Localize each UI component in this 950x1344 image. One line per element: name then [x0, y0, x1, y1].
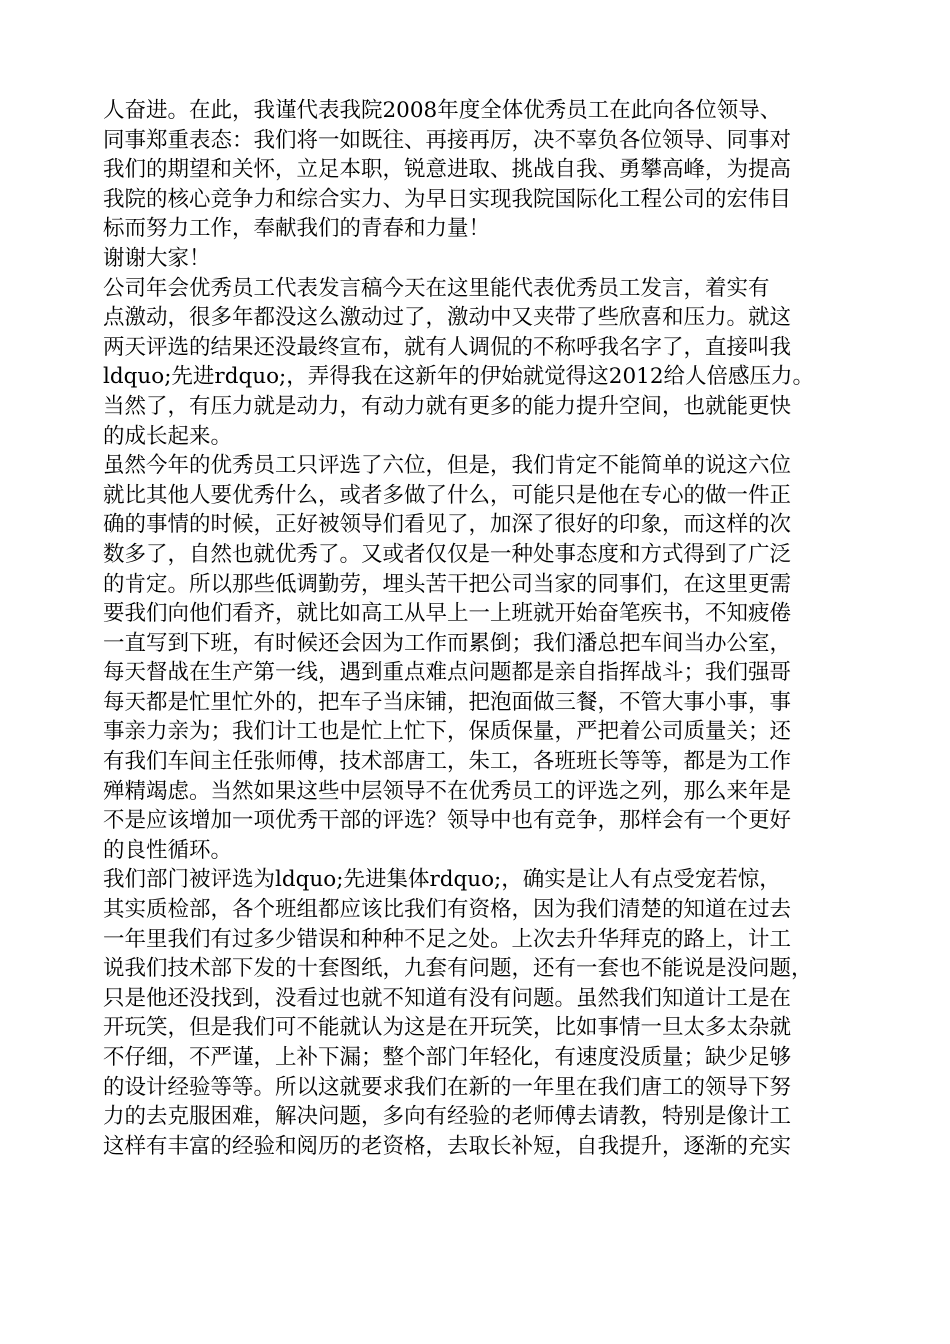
text-line: 的良性循环。	[103, 837, 233, 863]
document-body	[103, 96, 863, 1161]
text-line: 力的去克服困难，解决问题，多向有经验的老师傅去请教，特别是像计工	[103, 1104, 792, 1130]
text-line: 两天评选的结果还没最终宣布，就有人调侃的不称呼我名字了，直接叫我	[103, 334, 792, 360]
text-line: 每天督战在生产第一线，遇到重点难点问题都是亲自指挥战斗；我们强哥	[103, 660, 792, 686]
text-line: 点激动，很多年都没这么激动过了，激动中又夹带了些欣喜和压力。就这	[103, 305, 792, 331]
text-line: 谢谢大家！	[103, 245, 211, 271]
text-line: 公司年会优秀员工代表发言稿今天在这里能代表优秀员工发言，着实有	[103, 275, 770, 301]
text-line: 开玩笑，但是我们可不能就认为这是在开玩笑，比如事情一旦太多太杂就	[103, 1015, 792, 1041]
text-line: 一年里我们有过多少错误和种种不足之处。上次去升华拜克的路上，计工	[103, 926, 792, 952]
text-line: 说我们技术部下发的十套图纸，九套有问题，还有一套也不能说是没问题，	[103, 956, 813, 982]
text-line: 的肯定。所以那些低调勤劳，埋头苦干把公司当家的同事们，在这里更需	[103, 571, 792, 597]
text-line: 数多了，自然也就优秀了。又或者仅仅是一种处事态度和方式得到了广泛	[103, 541, 792, 567]
text-line: 有我们车间主任张师傅，技术部唐工，朱工，各班班长等等，都是为工作	[103, 749, 792, 775]
text-line: 这样有丰富的经验和阅历的老资格，去取长补短，自我提升，逐渐的充实	[103, 1133, 792, 1159]
text-line: 人奋进。在此，我谨代表我院2008年度全体优秀员工在此向各位领导、	[103, 98, 782, 123]
text-line: 一直写到下班，有时候还会因为工作而累倒；我们潘总把车间当办公室，	[103, 630, 792, 656]
text-line: 确的事情的时候，正好被领导们看见了，加深了很好的印象，而这样的次	[103, 512, 792, 538]
text-line: 其实质检部，各个班组都应该比我们有资格，因为我们清楚的知道在过去	[103, 897, 792, 923]
text-line: 我院的核心竞争力和综合实力、为早日实现我院国际化工程公司的宏伟目	[103, 186, 792, 212]
text-line: ldquo;先进rdquo;，弄得我在这新年的伊始就觉得这2012给人倍感压力。	[103, 364, 814, 390]
text-line: 虽然今年的优秀员工只评选了六位，但是，我们肯定不能简单的说这六位	[103, 453, 792, 479]
text-line: 我们的期望和关怀，立足本职，锐意进取、挑战自我、勇攀高峰，为提高	[103, 157, 792, 183]
text-line: 标而努力工作，奉献我们的青春和力量！	[103, 216, 491, 242]
text-line: 就比其他人要优秀什么，或者多做了什么，可能只是他在专心的做一件正	[103, 482, 792, 508]
text-line: 殚精竭虑。当然如果这些中层领导不在优秀员工的评选之列，那么来年是	[103, 778, 792, 804]
text-line: 的成长起来。	[103, 423, 233, 449]
text-line: 要我们向他们看齐，就比如高工从早上一上班就开始奋笔疾书，不知疲倦	[103, 601, 792, 627]
text-line: 只是他还没找到，没看过也就不知道有没有问题。虽然我们知道计工是在	[103, 985, 792, 1011]
text-line: 同事郑重表态：我们将一如既往、再接再厉，决不辜负各位领导、同事对	[103, 127, 792, 153]
text-line: 不是应该增加一项优秀干部的评选？领导中也有竞争，那样会有一个更好	[103, 808, 792, 834]
text-line: 当然了，有压力就是动力，有动力就有更多的能力提升空间，也就能更快	[103, 393, 792, 419]
text-line: 不仔细，不严谨，上补下漏；整个部门年轻化，有速度没质量；缺少足够	[103, 1045, 792, 1070]
text-line: 的设计经验等等。所以这就要求我们在新的一年里在我们唐工的领导下努	[103, 1074, 792, 1100]
text-line: 事亲力亲为；我们计工也是忙上忙下，保质保量，严把着公司质量关；还	[103, 719, 792, 745]
text-line: 我们部门被评选为ldquo;先进集体rdquo;，确实是让人有点受宠若惊，	[103, 867, 781, 893]
text-line: 每天都是忙里忙外的，把车子当床铺，把泡面做三餐，不管大事小事，事	[103, 689, 792, 715]
